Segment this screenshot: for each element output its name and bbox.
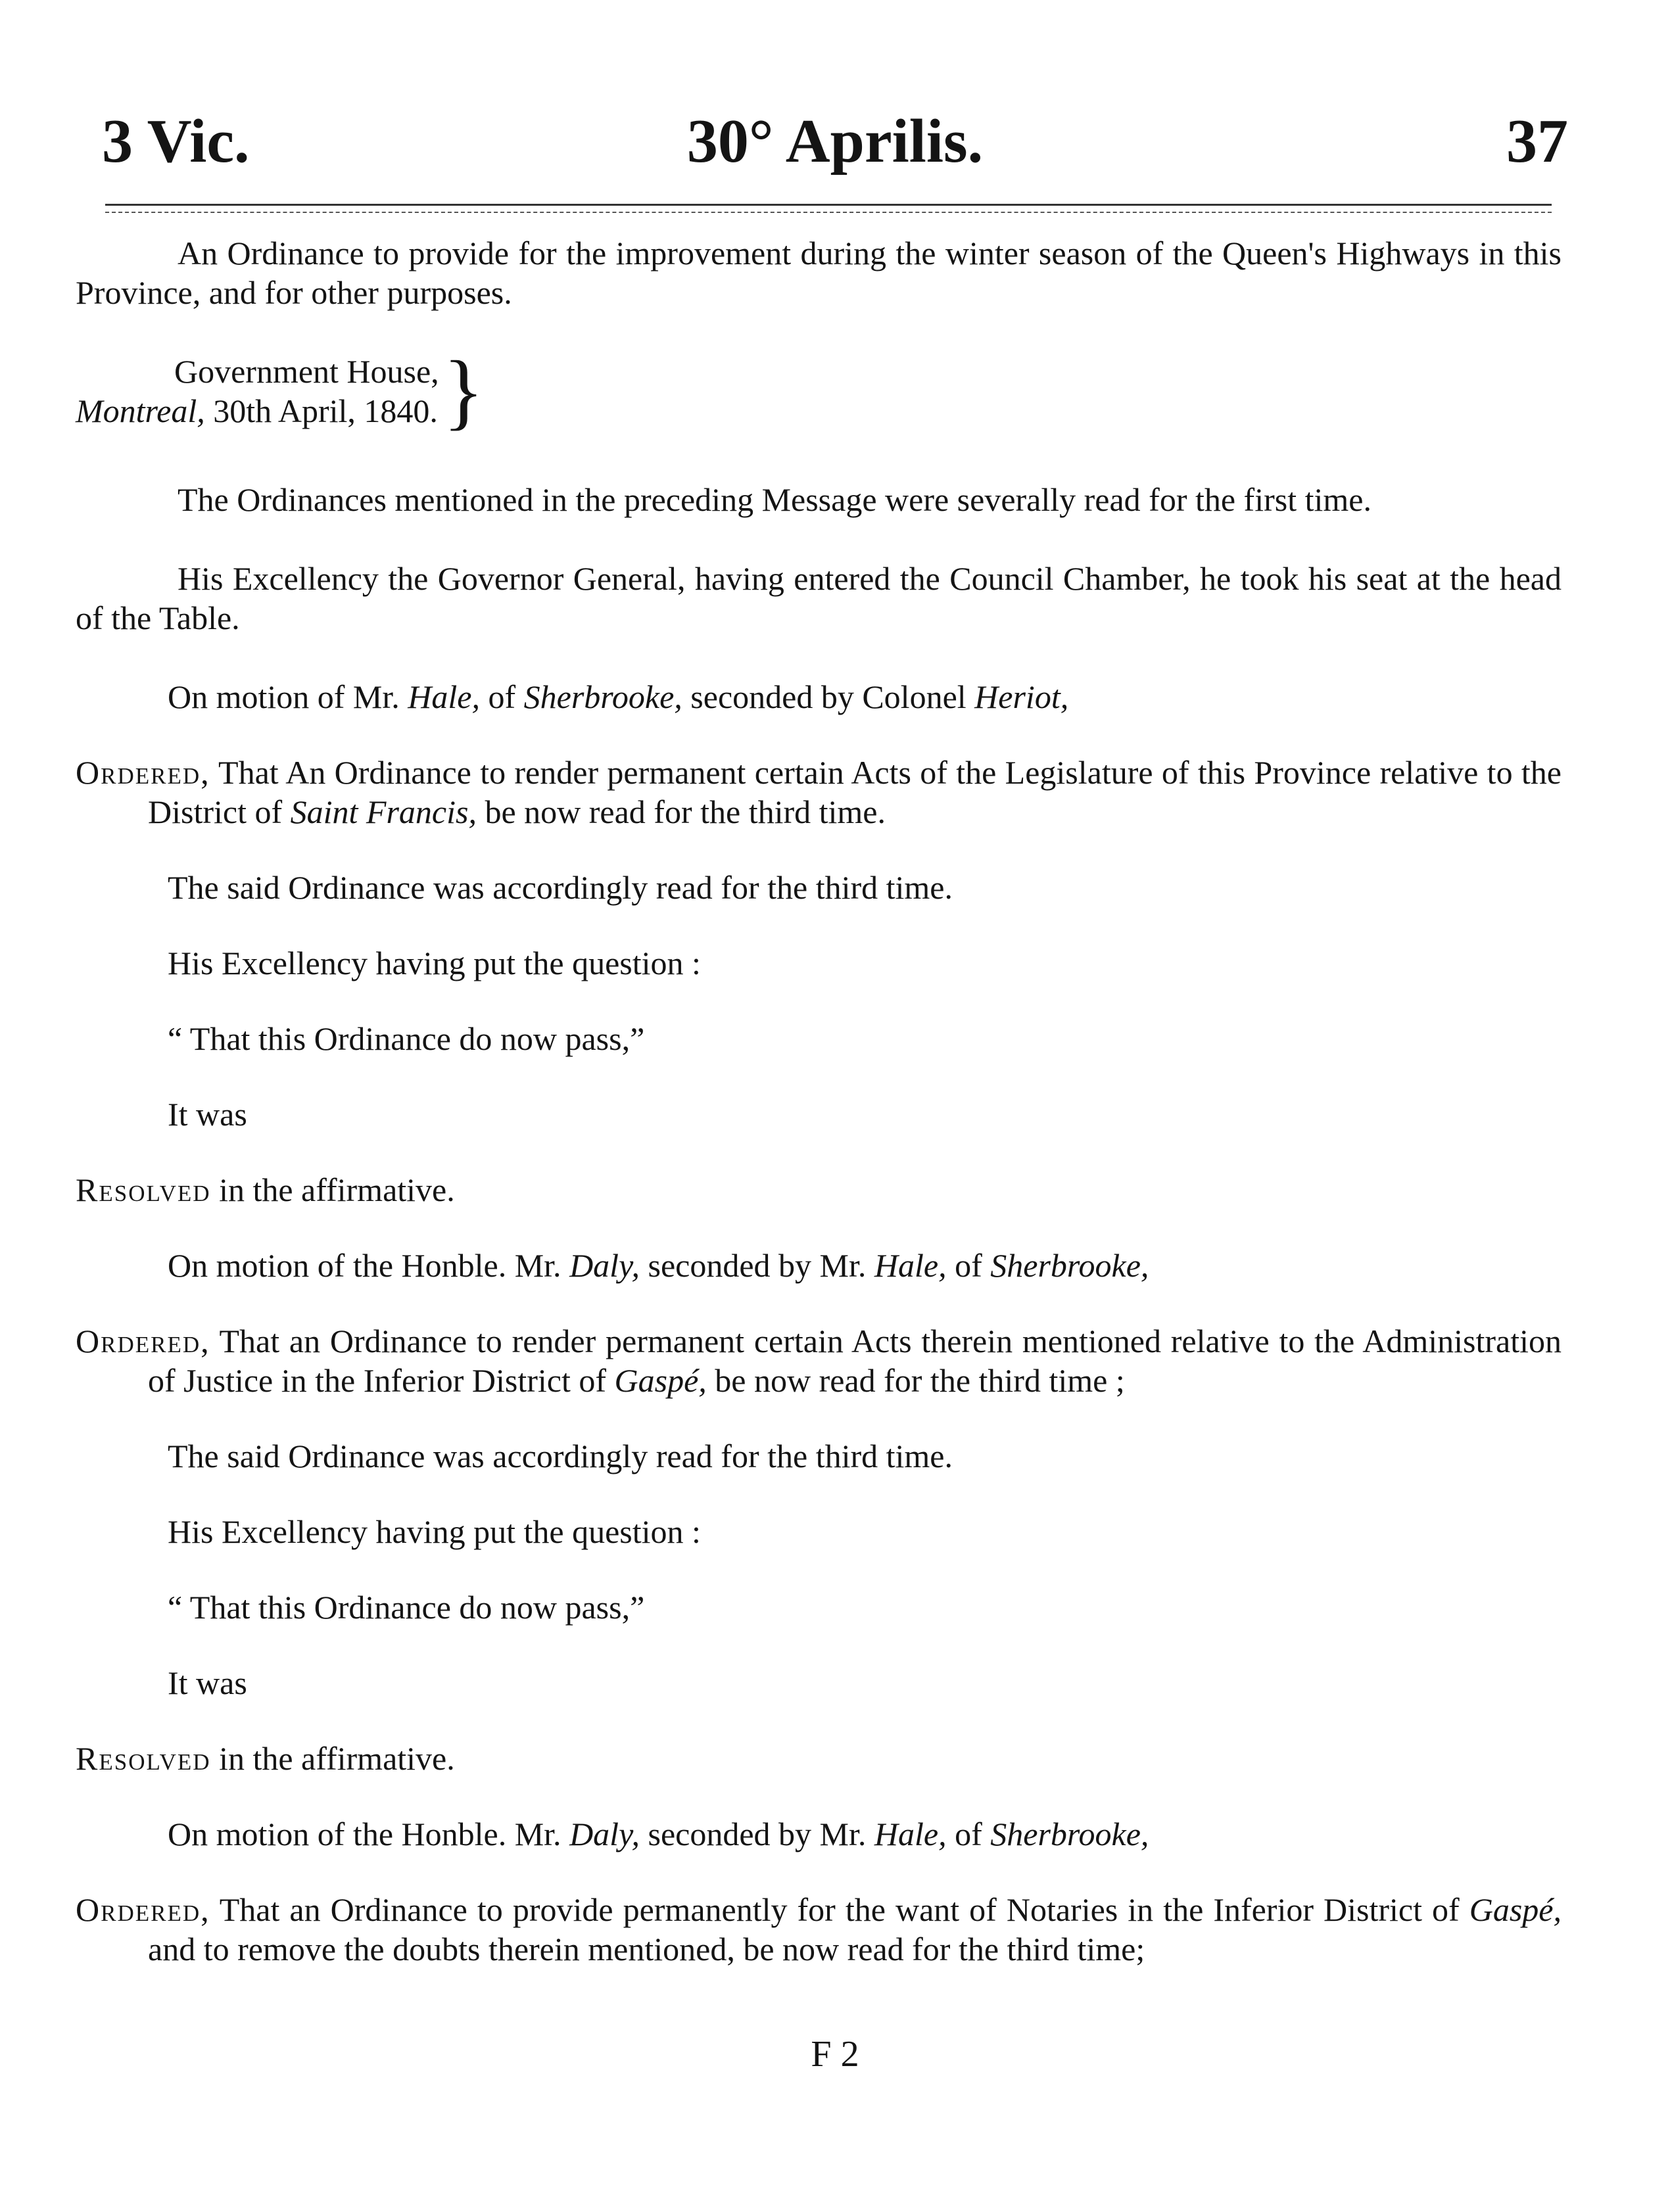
ordered-3: Ordered, That an Ordinance to provide permanently for the want of Notaries in the Inferior District of Gaspé, and to remove the doubts therein mentioned, be now read for the third time; — [76, 1891, 1562, 1967]
date-text: 30th April, 1840. — [213, 392, 438, 429]
ordinance-title-paragraph: An Ordinance to provide for the improvement during the winter season of the Queen's Highways in this Province, and for other purposes. — [76, 235, 1562, 311]
question-2: His Excellency having put the question : — [168, 1513, 701, 1550]
resolved-2: Resolved in the affirmative. — [76, 1740, 455, 1777]
place-montreal: Montreal, — [76, 392, 205, 429]
header-rule — [105, 204, 1552, 206]
motion-2: On motion of the Honble. Mr. Daly, seconded by Mr. Hale, of Sherbrooke, — [168, 1247, 1149, 1284]
ordered-label: Ordered, — [76, 754, 210, 791]
ordered-label: Ordered, — [76, 1891, 210, 1928]
place-and-date — [76, 391, 439, 431]
ordered-1: Ordered, That An Ordinance to render permanent certain Acts of the Legislature of this Province relative to the District of Saint Francis, be now read for the third time. — [76, 754, 1562, 830]
motion-3: On motion of the Honble. Mr. Daly, seconded by Mr. Hale, of Sherbrooke, — [168, 1816, 1149, 1852]
header-regnal-year: 3 Vic. — [102, 107, 250, 176]
resolved-label: Resolved — [76, 1740, 211, 1777]
it-was-2: It was — [168, 1664, 247, 1701]
header-rule-dashed — [105, 212, 1552, 213]
page-body — [76, 233, 1562, 2005]
government-house: Government House, — [174, 353, 439, 390]
governor-entered-paragraph: His Excellency the Governor General, having entered the Council Chamber, he took his seat at the head of the Table. — [76, 560, 1562, 636]
question-1: His Excellency having put the question : — [168, 945, 701, 981]
resolved-label: Resolved — [76, 1171, 211, 1208]
ordered-label: Ordered, — [76, 1323, 210, 1359]
page-header — [102, 99, 1568, 184]
motion-1: On motion of Mr. Hale, of Sherbrooke, seconded by Colonel Heriot, — [168, 678, 1069, 715]
header-date: 30° Aprilis. — [686, 107, 984, 176]
resolved-1: Resolved in the affirmative. — [76, 1171, 455, 1208]
signature-mark: F 2 — [811, 2034, 859, 2075]
page-number: 37 — [1506, 107, 1568, 176]
first-reading-paragraph: The Ordinances mentioned in the preceding Message were severally read for the first time. — [178, 481, 1372, 518]
pass-quote-2: “ That this Ordinance do now pass,” — [168, 1589, 645, 1626]
pass-quote-1: “ That this Ordinance do now pass,” — [168, 1020, 645, 1057]
brace-glyph: } — [442, 344, 485, 438]
ordered-2: Ordered, That an Ordinance to render permanent certain Acts therein mentioned relative to the Administration of Justice in the Inferior District of Gaspé, be now read for the third time ; — [76, 1323, 1562, 1399]
read-third-1: The said Ordinance was accordingly read for the third time. — [168, 869, 953, 906]
read-third-2: The said Ordinance was accordingly read for the third time. — [168, 1438, 953, 1474]
it-was-1: It was — [168, 1096, 247, 1133]
dateline — [76, 344, 1562, 438]
